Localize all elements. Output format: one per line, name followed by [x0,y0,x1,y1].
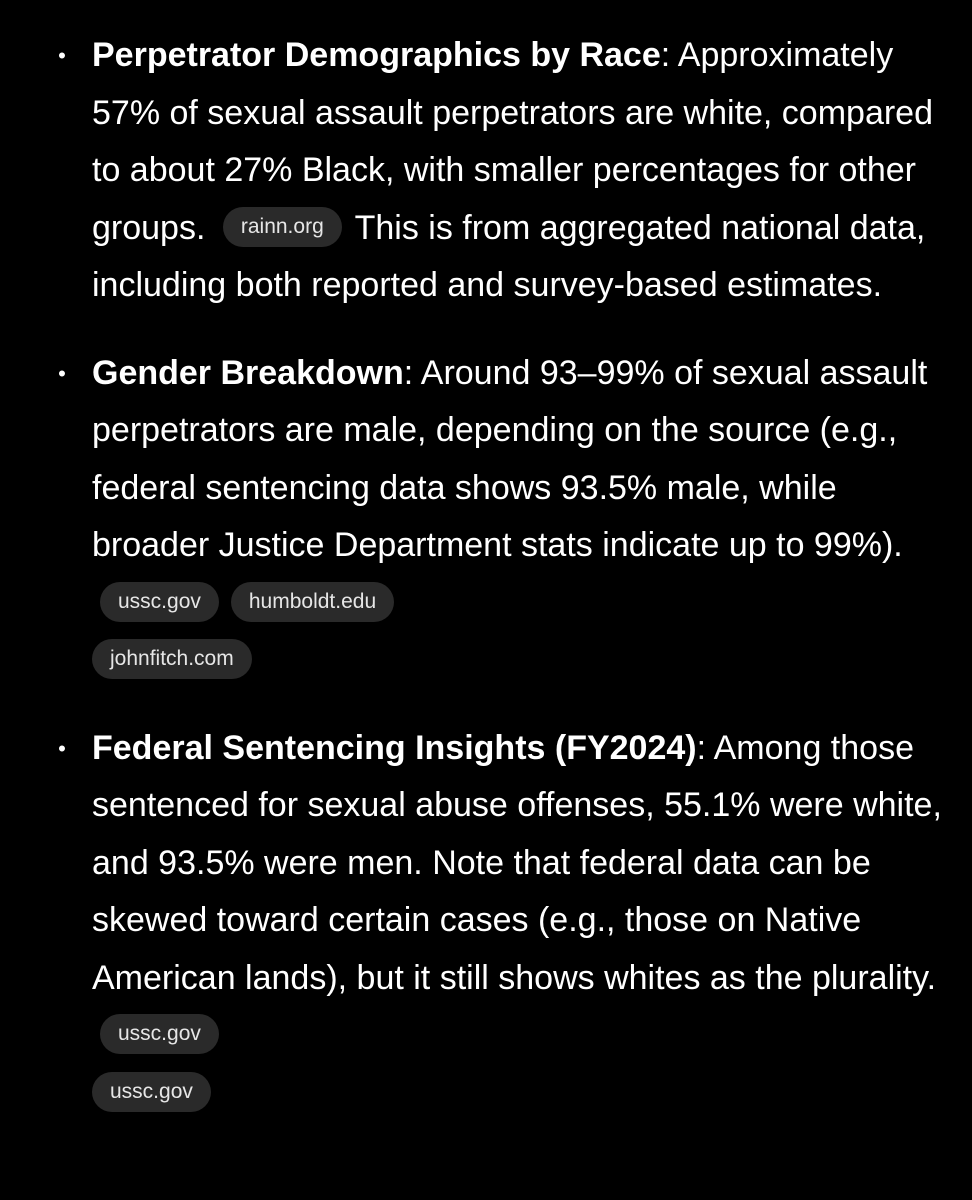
source-chip-humboldt[interactable]: humboldt.edu [231,582,394,622]
item-text-continued: This is from aggregated national data, including both reported and survey-based estimates. [92,208,926,304]
source-chip-ussc[interactable]: ussc.gov [100,1014,219,1054]
item-title: Perpetrator Demographics by Race [92,36,661,74]
source-chip-ussc-2[interactable]: ussc.gov [92,1072,211,1112]
item-text: Approximately 57% of sexual assault perpetrators are white, compared to about 27% Black, with smaller percentages for other groups. [92,36,934,247]
item-title-separator: : [696,728,707,767]
item-title-separator: : [660,36,671,74]
source-chip-johnfitch[interactable]: johnfitch.com [92,639,252,679]
item-text: Around 93–99% of sexual assault perpetrators are male, depending on the source (e.g., federal sentencing data shows 93.5% male, while broader Justice Department stats indicate up to 99%). [92,353,928,564]
item-text: Among those sentenced for sexual abuse offenses, 55.1% were white, and 93.5% were men. Note that federal data can be skewed toward certain cases (e.g., those on Native American lands), but it still shows whites as the plurality. [92,728,942,997]
bullet-list [56,27,942,1122]
bullet-icon: • [58,360,66,386]
bullet-icon: • [58,43,66,68]
item-title: Gender Breakdown [92,353,404,392]
source-chip-rainn[interactable]: rainn.org [223,207,342,247]
source-chip-ussc[interactable]: ussc.gov [100,582,219,622]
item-title: Federal Sentencing Insights (FY2024) [92,728,697,767]
bullet-icon: • [58,735,66,761]
list-item-gender [56,345,942,690]
list-item-race [56,27,942,315]
list-item-sentencing [56,720,942,1123]
item-title-separator: : [403,353,414,392]
